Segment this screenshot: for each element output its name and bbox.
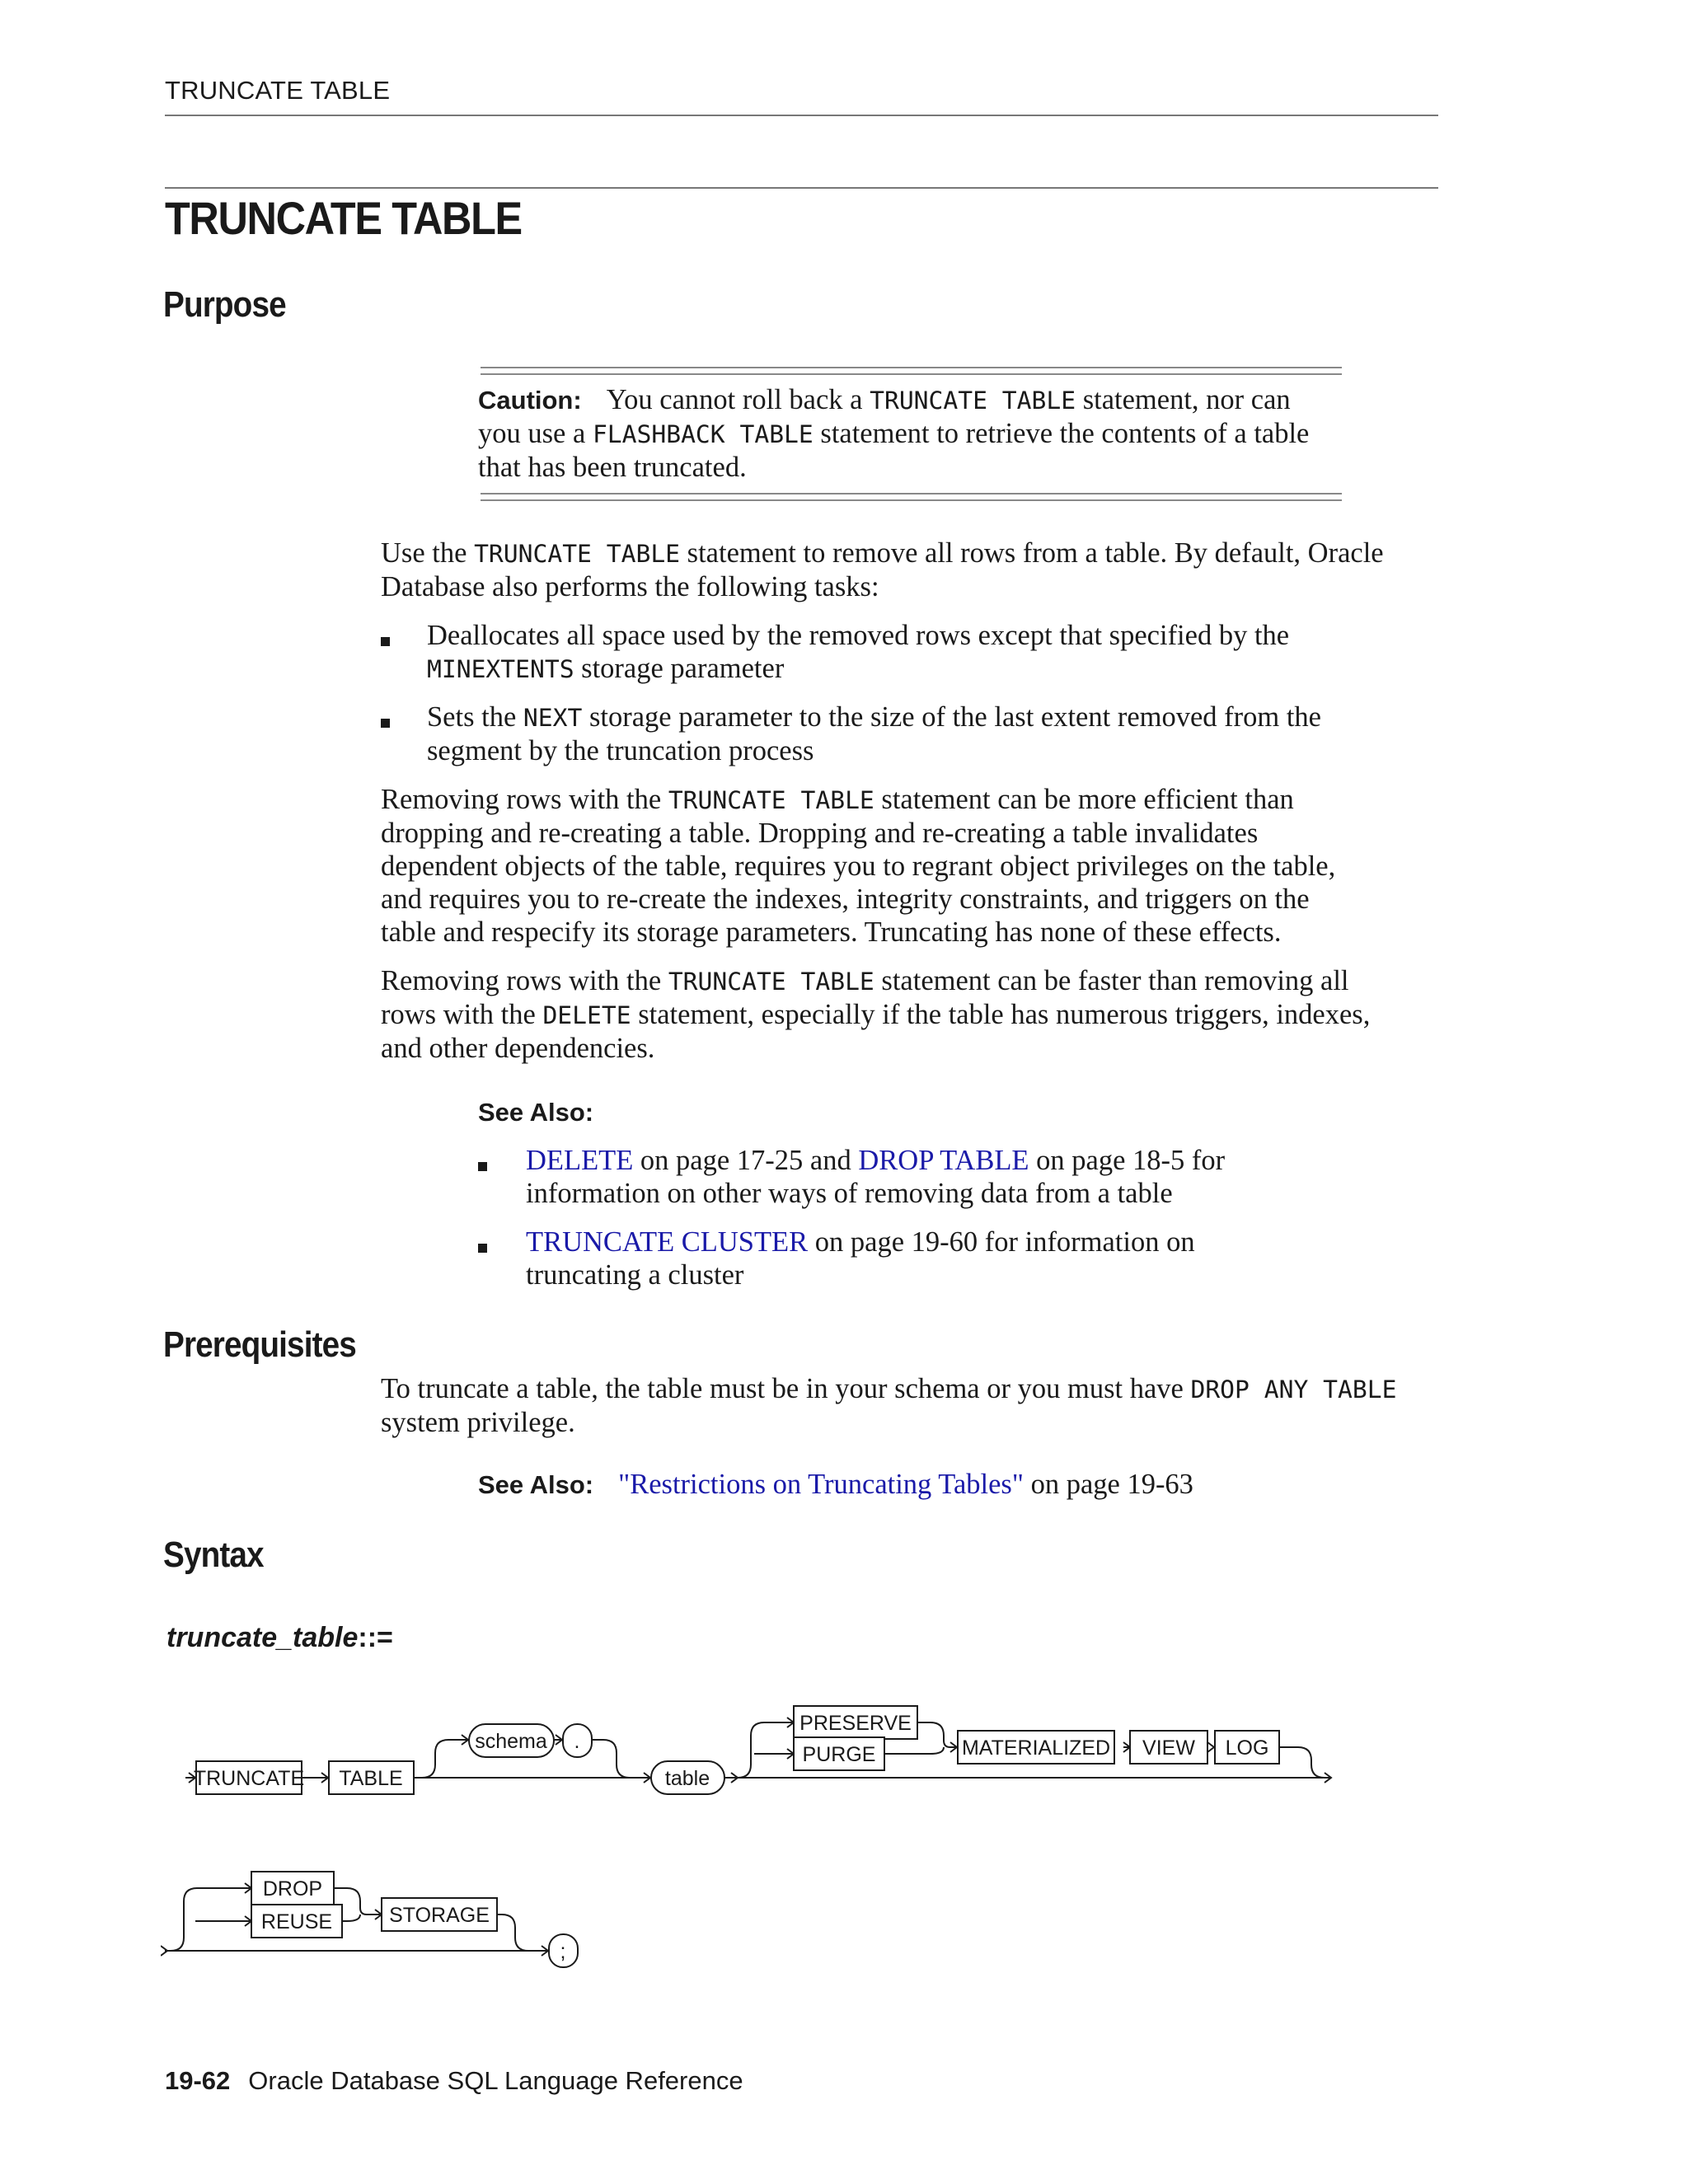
section-heading-syntax: Syntax xyxy=(163,1535,264,1575)
page-footer xyxy=(165,2066,743,2096)
paragraph-speed: Removing rows with the TRUNCATE TABLE statement can be faster than removing all rows with the DELETE statement, especially if the table has numerous triggers, indexes, and other dependencies. xyxy=(381,965,1371,1064)
title-rule xyxy=(165,187,1438,189)
keyword-materialized: MATERIALIZED xyxy=(961,1736,1111,1760)
bullet-marker xyxy=(381,637,390,646)
term-table: table xyxy=(664,1767,710,1790)
term-semicolon: ; xyxy=(560,1940,566,1963)
keyword-drop: DROP xyxy=(262,1877,323,1900)
keyword-truncate: TRUNCATE xyxy=(193,1767,305,1790)
bullet-marker xyxy=(478,1162,487,1171)
link-truncate-cluster[interactable]: TRUNCATE CLUSTER xyxy=(526,1226,809,1258)
section-heading-purpose: Purpose xyxy=(163,284,286,325)
link-restrictions[interactable]: "Restrictions on Truncating Tables" xyxy=(618,1469,1024,1500)
list-item: Sets the NEXT storage parameter to the size of the last extent removed from the segment by the truncation process xyxy=(427,701,1321,766)
keyword-log: LOG xyxy=(1225,1736,1269,1760)
caution-label: Caution: xyxy=(478,386,582,415)
bullet-marker xyxy=(478,1244,487,1253)
term-schema: schema xyxy=(475,1730,547,1753)
list-item: TRUNCATE CLUSTER on page 19-60 for information on truncating a cluster xyxy=(526,1226,1195,1291)
term-dot: . xyxy=(574,1730,580,1753)
paragraph-efficiency: Removing rows with the TRUNCATE TABLE statement can be more efficient than dropping and re-creating a table. Dropping and re-creating a table invalidates dependent objects of the table, requires you to regrant object privileges on the table, and requires you to re-create the indexes, integrity constraints, and triggers on the table and respecify its storage parameters. Truncating has none of these effects. xyxy=(381,784,1336,948)
code-truncate-table: TRUNCATE TABLE xyxy=(870,386,1076,415)
syntax-rule-label: truncate_table::= xyxy=(166,1622,393,1653)
running-header: TRUNCATE TABLE xyxy=(165,76,391,105)
link-drop-table[interactable]: DROP TABLE xyxy=(858,1145,1029,1176)
see-also-restrictions: See Also: "Restrictions on Truncating Tables" on page 19-63 xyxy=(478,1469,1193,1500)
keyword-table: TABLE xyxy=(339,1767,403,1790)
see-also-label: See Also: xyxy=(478,1470,594,1499)
bullet-marker xyxy=(381,719,390,728)
link-delete[interactable]: DELETE xyxy=(526,1145,634,1176)
keyword-preserve: PRESERVE xyxy=(799,1712,912,1735)
section-heading-prerequisites: Prerequisites xyxy=(163,1324,356,1365)
keyword-storage: STORAGE xyxy=(389,1904,490,1927)
list-item: DELETE on page 17-25 and DROP TABLE on page 18-5 for information on other ways of removing data from a table xyxy=(526,1145,1226,1209)
list-item: Deallocates all space used by the removed rows except that specified by the MINEXTENTS storage parameter xyxy=(427,620,1290,684)
page-title: TRUNCATE TABLE xyxy=(165,192,522,244)
intro-paragraph: Use the TRUNCATE TABLE statement to remove all rows from a table. By default, Oracle Database also performs the following tasks: xyxy=(381,537,1384,602)
syntax-diagram-storage-clause xyxy=(161,1838,622,1978)
prerequisites-paragraph: To truncate a table, the table must be in your schema or you must have DROP ANY TABLE system privilege. xyxy=(381,1373,1397,1438)
caution-note: Caution: You cannot roll back a TRUNCATE TABLE statement, nor can you use a FLASHBACK TABLE statement to retrieve the contents of a table that has been truncated. xyxy=(478,384,1310,483)
caution-bottom-rule xyxy=(481,493,1342,501)
keyword-purge: PURGE xyxy=(802,1743,876,1766)
footer-page-number: 19-62 xyxy=(165,2066,231,2095)
see-also-label: See Also: xyxy=(478,1098,594,1127)
keyword-view: VIEW xyxy=(1142,1736,1195,1760)
code-flashback-table: FLASHBACK TABLE xyxy=(592,419,814,448)
footer-book-title: Oracle Database SQL Language Reference xyxy=(248,2066,743,2095)
syntax-diagram-truncate-table xyxy=(161,1665,1348,1805)
caution-top-rule xyxy=(481,367,1342,375)
header-rule xyxy=(165,115,1438,116)
keyword-reuse: REUSE xyxy=(260,1910,333,1933)
